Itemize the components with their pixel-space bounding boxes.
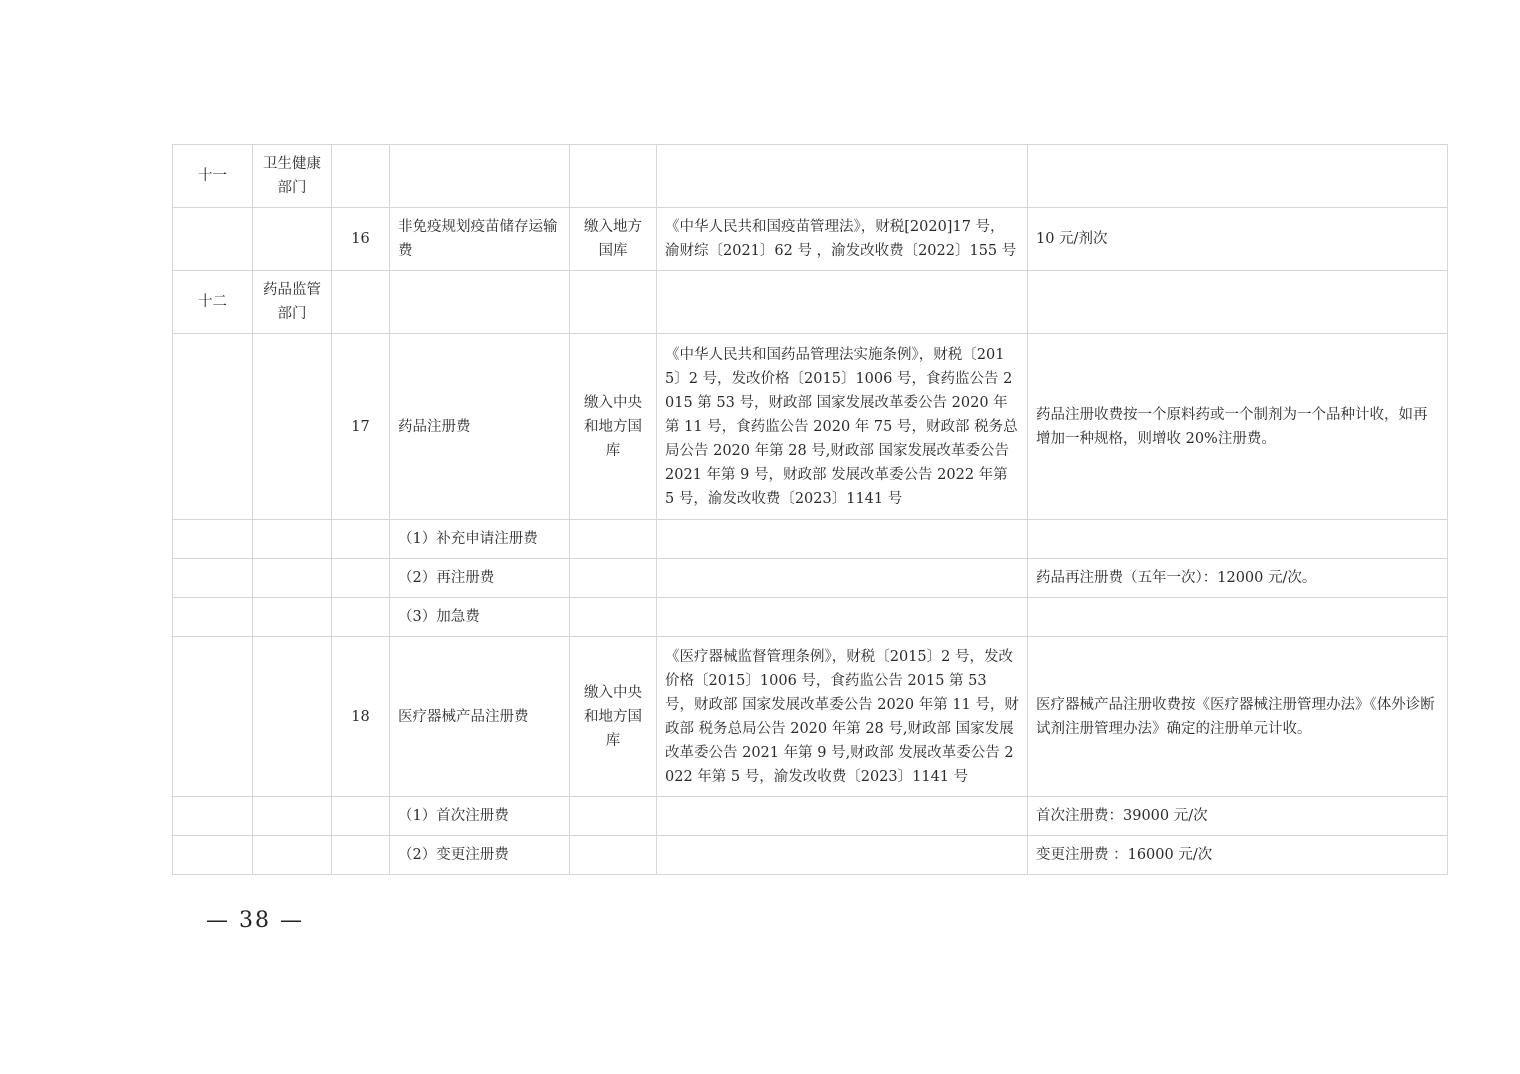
department-cell: [253, 637, 332, 797]
payment-destination-cell: [570, 145, 657, 208]
legal-basis-cell: [657, 145, 1028, 208]
category-seq-cell: [173, 208, 253, 271]
category-seq-cell: [173, 797, 253, 836]
legal-basis-cell: 《医疗器械监督管理条例》，财税〔2015〕2 号，发改价格〔2015〕1006 号，食药监公告 2015 第 53 号，财政部 国家发展改革委公告 2020 年第 11 号，财政部 税务总局公告 2020 年第 28 号,财政部 国家发展改革委公告 2021 年第 9 号,财政部 发展改革委公告 2022 年第 5 号，渝发改收费〔2023〕1141 号: [657, 637, 1028, 797]
item-number-cell: [332, 271, 390, 334]
table-row: [173, 334, 1448, 520]
table-row: [173, 145, 1448, 208]
fee-name-cell: [390, 271, 570, 334]
category-seq-cell: [173, 637, 253, 797]
category-seq-cell: [173, 520, 253, 559]
department-cell: [253, 797, 332, 836]
table-row: [173, 797, 1448, 836]
table-row: [173, 559, 1448, 598]
legal-basis-cell: [657, 836, 1028, 875]
payment-destination-cell: [570, 271, 657, 334]
fee-name-cell: （2）再注册费: [390, 559, 570, 598]
table-row: [173, 598, 1448, 637]
fee-name-cell: （1）补充申请注册费: [390, 520, 570, 559]
table-row: [173, 637, 1448, 797]
fee-name-cell: （3）加急费: [390, 598, 570, 637]
payment-destination-cell: [570, 836, 657, 875]
fee-name-cell: 非免疫规划疫苗储存运输费: [390, 208, 570, 271]
department-cell: [253, 559, 332, 598]
category-seq-cell: [173, 836, 253, 875]
payment-destination-cell: [570, 797, 657, 836]
department-cell: 药品监管部门: [253, 271, 332, 334]
page-number: — 38 —: [206, 908, 304, 933]
item-number-cell: [332, 797, 390, 836]
item-number-cell: 17: [332, 334, 390, 520]
department-cell: [253, 520, 332, 559]
charging-standard-cell: 10 元/剂次: [1028, 208, 1448, 271]
category-seq-cell: [173, 334, 253, 520]
payment-destination-cell: 缴入中央和地方国库: [570, 637, 657, 797]
fee-name-cell: （1）首次注册费: [390, 797, 570, 836]
charging-standard-cell: [1028, 598, 1448, 637]
fee-table: [172, 144, 1448, 875]
table-row: [173, 271, 1448, 334]
department-cell: [253, 836, 332, 875]
table-row: [173, 520, 1448, 559]
item-number-cell: [332, 520, 390, 559]
item-number-cell: [332, 145, 390, 208]
payment-destination-cell: [570, 598, 657, 637]
item-number-cell: [332, 598, 390, 637]
category-seq-cell: [173, 559, 253, 598]
legal-basis-cell: 《中华人民共和国疫苗管理法》，财税[2020]17 号，渝财综〔2021〕62 号 ，渝发改收费〔2022〕155 号: [657, 208, 1028, 271]
department-cell: [253, 598, 332, 637]
payment-destination-cell: 缴入地方国库: [570, 208, 657, 271]
legal-basis-cell: [657, 271, 1028, 334]
charging-standard-cell: 药品注册收费按一个原料药或一个制剂为一个品种计收，如再增加一种规格，则增收 20%注册费。: [1028, 334, 1448, 520]
item-number-cell: 16: [332, 208, 390, 271]
fee-name-cell: （2）变更注册费: [390, 836, 570, 875]
legal-basis-cell: [657, 520, 1028, 559]
charging-standard-cell: [1028, 145, 1448, 208]
charging-standard-cell: [1028, 271, 1448, 334]
legal-basis-cell: 《中华人民共和国药品管理法实施条例》，财税〔2015〕2 号，发改价格〔2015〕1006 号，食药监公告 2015 第 53 号，财政部 国家发展改革委公告 2020 年第 11 号，食药监公告 2020 年 75 号，财政部 税务总局公告 2020 年第 28 号,财政部 国家发展改革委公告 2021 年第 9 号，财政部 发展改革委公告 2022 年第 5 号，渝发改收费〔2023〕1141 号: [657, 334, 1028, 520]
item-number-cell: [332, 559, 390, 598]
category-seq-cell: 十一: [173, 145, 253, 208]
fee-name-cell: 医疗器械产品注册费: [390, 637, 570, 797]
payment-destination-cell: [570, 559, 657, 598]
item-number-cell: 18: [332, 637, 390, 797]
payment-destination-cell: 缴入中央和地方国库: [570, 334, 657, 520]
item-number-cell: [332, 836, 390, 875]
legal-basis-cell: [657, 797, 1028, 836]
category-seq-cell: 十二: [173, 271, 253, 334]
legal-basis-cell: [657, 559, 1028, 598]
fee-name-cell: 药品注册费: [390, 334, 570, 520]
charging-standard-cell: 变更注册费 ：16000 元/次: [1028, 836, 1448, 875]
department-cell: 卫生健康部门: [253, 145, 332, 208]
payment-destination-cell: [570, 520, 657, 559]
fee-name-cell: [390, 145, 570, 208]
charging-standard-cell: [1028, 520, 1448, 559]
table-row: [173, 836, 1448, 875]
legal-basis-cell: [657, 598, 1028, 637]
category-seq-cell: [173, 598, 253, 637]
charging-standard-cell: 医疗器械产品注册收费按《医疗器械注册管理办法》《体外诊断试剂注册管理办法》确定的注册单元计收。: [1028, 637, 1448, 797]
table-row: [173, 208, 1448, 271]
charging-standard-cell: 药品再注册费（五年一次）：12000 元/次。: [1028, 559, 1448, 598]
department-cell: [253, 334, 332, 520]
charging-standard-cell: 首次注册费：39000 元/次: [1028, 797, 1448, 836]
department-cell: [253, 208, 332, 271]
